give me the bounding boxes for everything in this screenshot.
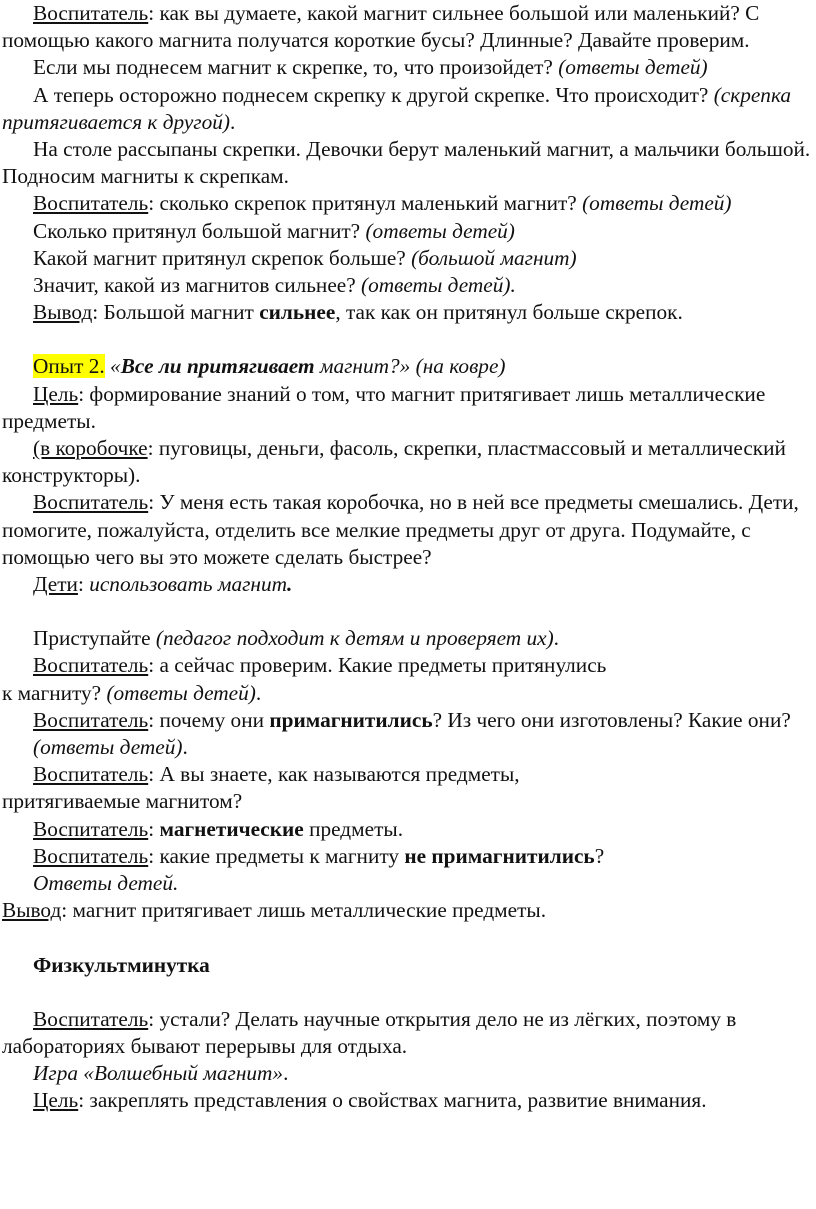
remark: (ответы детей) [33, 735, 183, 760]
paragraph-6 [2, 218, 812, 245]
text: А теперь осторожно поднесем скрепку к другой скрепке. Что происходит? [33, 82, 714, 107]
text: : пуговицы, деньги, фасоль, скрепки, пластмассовый и металлический конструкторы). [2, 436, 786, 488]
conclusion-label: Вывод [2, 898, 62, 923]
paragraph-7 [2, 245, 812, 272]
text: : как вы думаете, какой магнит сильнее большой или маленький? С помощью какого магнита получатся короткие бусы? Длинные? Давайте проверим. [2, 1, 760, 53]
paragraph-19 [2, 761, 812, 815]
paragraph-gap [2, 598, 812, 625]
paragraph-22 [2, 870, 812, 897]
paragraph-14 [2, 571, 812, 598]
paragraph-18 [2, 734, 812, 761]
text: : А вы знаете, как называются предметы, [148, 762, 520, 787]
text: « [104, 354, 121, 379]
bold-text: не примагнитились [404, 843, 595, 868]
paragraph-gap [2, 979, 812, 1006]
remark: Ответы детей. [33, 871, 179, 896]
text: . [283, 1061, 289, 1086]
text: : закреплять представления о свойствах магнита, развитие внимания. [78, 1088, 707, 1113]
bold-italic-text: . [287, 572, 293, 597]
paragraph-26 [2, 1060, 812, 1087]
paragraph-2 [2, 54, 812, 81]
paragraph-4 [2, 136, 812, 190]
paragraph-5 [2, 190, 812, 217]
text: На столе рассыпаны скрепки. Девочки берут маленький магнит, а мальчики большой. Подносим магниты к скрепкам. [2, 137, 811, 189]
speaker-label: Воспитатель [33, 1006, 149, 1031]
text: : сколько скрепок притянул маленький магнит? [148, 191, 583, 216]
conclusion-label: Вывод [33, 300, 93, 325]
highlighted-label: Опыт 2. [33, 354, 105, 379]
speaker-label: Воспитатель [33, 653, 149, 678]
bold-text: сильнее [259, 300, 336, 325]
paragraph-16 [2, 652, 812, 706]
text: : какие предметы к магниту [148, 843, 405, 868]
text: : У меня есть такая коробочка, но в ней все предметы смешались. Дети, помогите, пожалуйста, отделить все мелкие предметы друг от друга. Подумайте, с помощью чего вы это можете сделать быстрее? [2, 490, 799, 569]
text: Какой магнит притянул скрепок больше? [33, 245, 412, 270]
bold-text: примагнитились [269, 707, 433, 732]
text: : [77, 572, 90, 597]
paragraph-27 [2, 1087, 812, 1114]
remark: (ответы детей). [361, 273, 516, 298]
section-heading [2, 952, 812, 979]
paragraph-gap [2, 326, 812, 353]
remark: (ответы детей) [365, 218, 515, 243]
remark: (ответы детей) [582, 191, 732, 216]
text: : Большой магнит [92, 300, 260, 325]
game-title: Игра «Волшебный магнит» [33, 1061, 284, 1086]
text: магнит?» (на ковре) [314, 354, 506, 379]
speaker-label: Воспитатель [33, 490, 149, 515]
text: ? Из чего они изготовлены? Какие они? [432, 707, 791, 732]
experiment-heading [2, 353, 812, 380]
paragraph-21 [2, 843, 812, 870]
paragraph-1 [2, 0, 812, 54]
bold-italic-text: Все ли притягивает [120, 354, 315, 379]
speaker-label: Воспитатель [33, 762, 149, 787]
text: притягиваемые магнитом? [2, 789, 243, 814]
paragraph-8 [2, 272, 812, 299]
text: : а сейчас проверим. Какие предметы притянулись [148, 653, 607, 678]
remark: (скрепка притягивается к другой) [2, 82, 792, 134]
bold-text: магнетические [159, 816, 304, 841]
paragraph-25 [2, 1006, 812, 1060]
text: Если мы поднесем магнит к скрепке, то, что произойдет? [33, 55, 559, 80]
heading-text: Физкультминутка [33, 952, 210, 977]
speaker-label: Воспитатель [33, 191, 149, 216]
paragraph-gap [2, 925, 812, 952]
paragraph-17 [2, 707, 812, 734]
remark: (большой магнит) [411, 245, 577, 270]
goal-label: Цель [33, 381, 79, 406]
text: к магниту? [2, 680, 107, 705]
paragraph-12 [2, 435, 812, 489]
remark: (ответы детей) [558, 55, 708, 80]
paragraph-11 [2, 381, 812, 435]
text: . [255, 680, 262, 705]
text: : устали? Делать научные открытия дело не из лёгких, поэтому в лабораториях бывают перерывы для отдыха. [2, 1006, 737, 1058]
text: . [182, 735, 188, 760]
text: ? [594, 843, 605, 868]
speaker-label: Воспитатель [33, 707, 149, 732]
paragraph-15 [2, 625, 812, 652]
remark: (педагог подходит к детям и проверяет их) [155, 626, 554, 651]
goal-label: Цель [33, 1088, 79, 1113]
text: : почему они [148, 707, 270, 732]
box-label: (в коробочке [33, 436, 148, 461]
text: : магнит притягивает лишь металлические предметы. [61, 898, 547, 923]
text: : [148, 816, 160, 841]
paragraph-23 [2, 897, 812, 924]
text: . [230, 109, 236, 134]
speaker-label: Воспитатель [33, 816, 149, 841]
paragraph-9 [2, 299, 812, 326]
text: Приступайте [33, 626, 156, 651]
text: Сколько притянул большой магнит? [33, 218, 366, 243]
paragraph-3 [2, 82, 812, 136]
italic-text: использовать магнит [89, 572, 288, 597]
speaker-label: Воспитатель [33, 843, 149, 868]
speaker-label: Воспитатель [33, 1, 149, 25]
speaker-label: Дети [33, 572, 78, 597]
text: Значит, какой из магнитов сильнее? [33, 273, 362, 298]
remark: (ответы детей) [106, 680, 256, 705]
text: . [553, 626, 559, 651]
text: предметы. [303, 816, 404, 841]
paragraph-13 [2, 489, 812, 571]
text: : формирование знаний о том, что магнит притягивает лишь металлические предметы. [2, 381, 766, 433]
paragraph-20 [2, 816, 812, 843]
text: , так как он притянул больше скрепок. [335, 300, 683, 325]
